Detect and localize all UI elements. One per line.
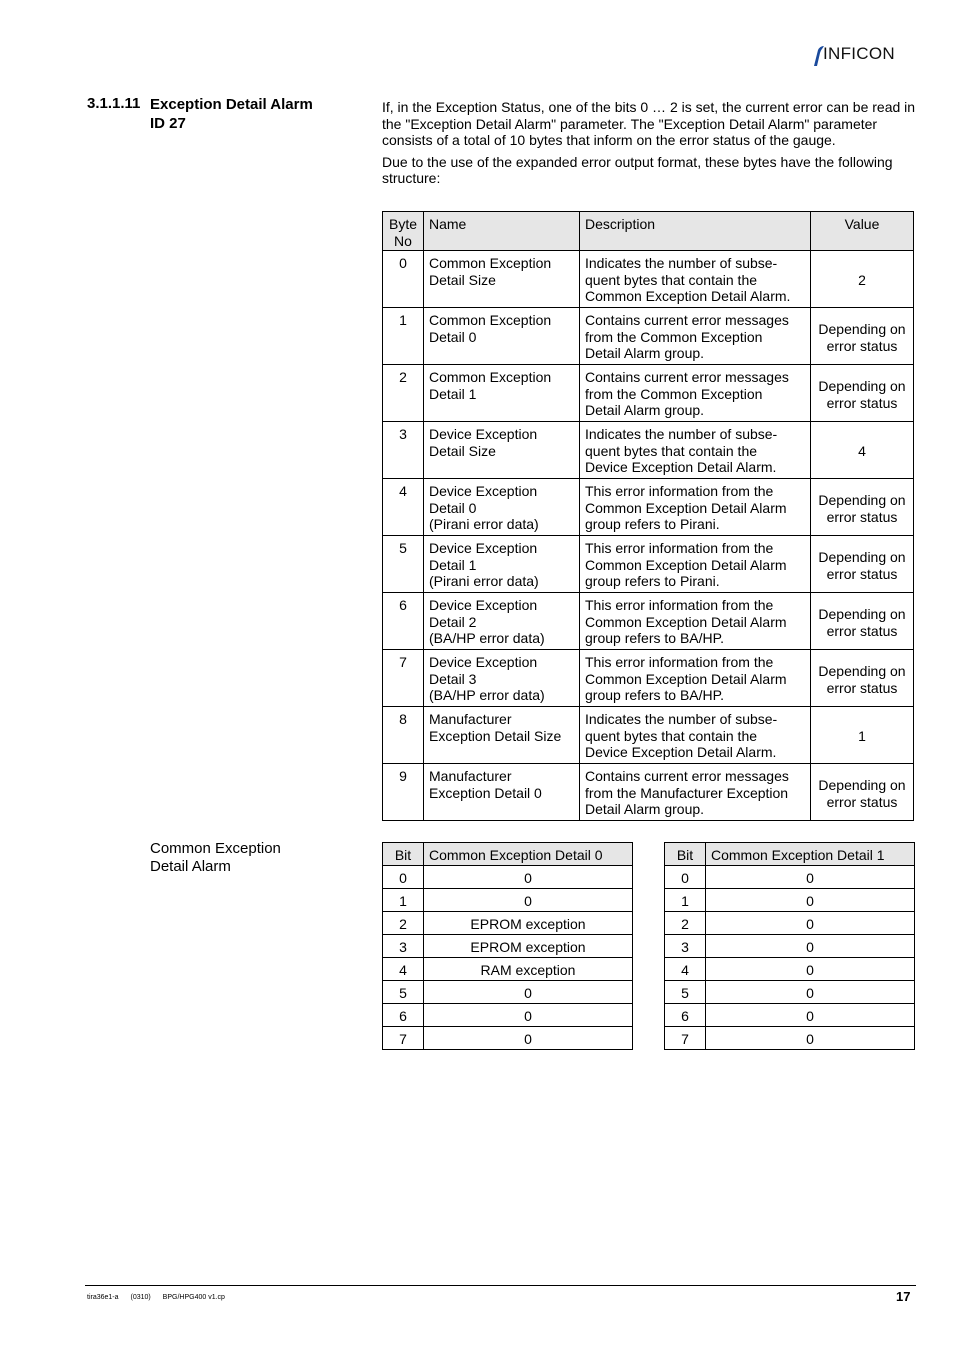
bit-number: 7: [383, 1027, 424, 1050]
bit-row: [383, 889, 633, 912]
name-line: Detail 3: [429, 670, 477, 687]
table-row: [383, 536, 914, 593]
name-cell: [424, 707, 580, 764]
description-cell: [580, 422, 811, 479]
value-cell: [811, 650, 914, 707]
name-line: Detail 1: [429, 556, 477, 573]
description-cell: [580, 479, 811, 536]
value-line: Depending on: [818, 777, 906, 794]
value-line: 4: [858, 443, 866, 460]
description-line: Contains current error messages: [585, 768, 789, 785]
bit-row: [665, 935, 915, 958]
name-line: Common Exception: [429, 369, 552, 386]
bit-number: 4: [383, 958, 424, 981]
bit-number: 5: [383, 981, 424, 1004]
name-line: Detail Size: [429, 442, 496, 459]
value-line: Depending on: [818, 321, 906, 338]
byte-cell: 3: [383, 422, 424, 479]
value-cell: [811, 251, 914, 308]
description-cell: [580, 251, 811, 308]
bit-number: 1: [665, 889, 706, 912]
description-line: from the Manufacturer Exception: [585, 784, 789, 801]
name-cell: [424, 251, 580, 308]
bit-value: 0: [424, 981, 633, 1004]
name-cell: [424, 650, 580, 707]
name-line: Detail 2: [429, 613, 477, 630]
bit-table-detail-0: [382, 842, 633, 1050]
bit-value: RAM exception: [424, 958, 633, 981]
bit-row: [383, 1004, 633, 1027]
value-cell: [811, 365, 914, 422]
value-line: error status: [826, 337, 898, 354]
value-line: error status: [826, 394, 898, 411]
description-line: Detail Alarm group.: [585, 801, 705, 818]
section-title-line1: Exception Detail Alarm: [150, 96, 313, 113]
logo-text: INFICON: [823, 44, 895, 63]
table-row: [383, 365, 914, 422]
name-cell: [424, 422, 580, 479]
description-line: quent bytes that contain the: [585, 271, 758, 288]
value-line: Depending on: [818, 378, 906, 395]
name-line: Common Exception: [429, 255, 552, 272]
name-cell: [424, 308, 580, 365]
bit-header: Bit: [665, 843, 706, 866]
bit-number: 2: [665, 912, 706, 935]
byte-cell: 6: [383, 593, 424, 650]
bit-table-header-row: [665, 843, 915, 866]
bit-number: 6: [383, 1004, 424, 1027]
name-cell: [424, 479, 580, 536]
header-byte-no: [383, 212, 424, 251]
bit-number: 7: [665, 1027, 706, 1050]
description-line: Contains current error messages: [585, 312, 789, 329]
bit-table-detail-1: [664, 842, 915, 1050]
name-line: Detail 0: [429, 328, 477, 345]
bit-value: 0: [706, 1004, 915, 1027]
page-number: 17: [896, 1289, 911, 1304]
description-line: from the Common Exception: [585, 385, 763, 402]
description-line: Device Exception Detail Alarm.: [585, 744, 777, 761]
name-line: Device Exception: [429, 597, 538, 614]
bit-header: Bit: [383, 843, 424, 866]
section-number: 3.1.1.11: [87, 95, 141, 112]
bit-value: 0: [706, 866, 915, 889]
description-line: Common Exception Detail Alarm: [585, 556, 787, 573]
table-header-row: [383, 212, 914, 251]
description-cell: [580, 365, 811, 422]
description-cell: [580, 764, 811, 821]
name-cell: [424, 593, 580, 650]
table-row: [383, 251, 914, 308]
description-cell: [580, 593, 811, 650]
bit-value: 0: [424, 866, 633, 889]
detail-0-header: Common Exception Detail 0: [424, 843, 633, 866]
description-line: Common Exception Detail Alarm: [585, 613, 787, 630]
table-row: [383, 764, 914, 821]
description-line: Common Exception Detail Alarm.: [585, 288, 791, 305]
intro-paragraph-1: If, in the Exception Status, one of the bits 0 … 2 is set, the current error can be read in the "Exception Detail Alarm" parameter. The "Exception Detail Alarm" parameter consists of a total of 10 bytes that inform on the error status of the gauge.: [382, 99, 916, 149]
table-row: [383, 650, 914, 707]
bit-value: 0: [706, 889, 915, 912]
table-row: [383, 308, 914, 365]
name-line: Device Exception: [429, 654, 538, 671]
description-line: from the Common Exception: [585, 328, 763, 345]
common-exception-label-line2: Detail Alarm: [150, 858, 231, 875]
section-title: [150, 95, 350, 133]
name-line: Common Exception: [429, 312, 552, 329]
value-line: Depending on: [818, 663, 906, 680]
description-line: group refers to BA/HP.: [585, 687, 725, 704]
name-line: (BA/HP error data): [429, 630, 545, 647]
byte-cell: 4: [383, 479, 424, 536]
value-line: error status: [826, 622, 898, 639]
bit-row: [665, 958, 915, 981]
value-line: error status: [826, 565, 898, 582]
bit-number: 3: [665, 935, 706, 958]
description-line: Detail Alarm group.: [585, 345, 705, 362]
name-line: Device Exception: [429, 426, 538, 443]
value-line: 2: [858, 272, 866, 289]
bit-value: 0: [706, 958, 915, 981]
bit-value: 0: [706, 912, 915, 935]
footer-date-code: (0310): [130, 1294, 151, 1301]
byte-cell: 0: [383, 251, 424, 308]
description-line: Indicates the number of subse-: [585, 711, 778, 728]
value-line: error status: [826, 679, 898, 696]
value-cell: [811, 536, 914, 593]
bit-number: 1: [383, 889, 424, 912]
description-line: quent bytes that contain the: [585, 442, 758, 459]
byte-cell: 2: [383, 365, 424, 422]
name-line: Manufacturer: [429, 711, 512, 728]
description-line: Indicates the number of subse-: [585, 255, 778, 272]
name-cell: [424, 536, 580, 593]
bit-table-body: [665, 866, 915, 1050]
header-byte-line2: No: [394, 232, 412, 249]
name-cell: [424, 764, 580, 821]
bit-row: [665, 912, 915, 935]
bit-row: [665, 1027, 915, 1050]
value-cell: [811, 593, 914, 650]
bit-table-body: [383, 866, 633, 1050]
name-line: Detail 0: [429, 499, 477, 516]
bit-value: 0: [706, 1027, 915, 1050]
name-line: Device Exception: [429, 540, 538, 557]
bit-value: 0: [424, 889, 633, 912]
description-line: group refers to BA/HP.: [585, 630, 725, 647]
name-cell: [424, 365, 580, 422]
bit-value: EPROM exception: [424, 912, 633, 935]
bit-row: [383, 958, 633, 981]
description-line: Common Exception Detail Alarm: [585, 670, 787, 687]
common-exception-label: [150, 840, 281, 876]
name-line: Detail Size: [429, 271, 496, 288]
bit-number: 2: [383, 912, 424, 935]
bit-row: [383, 935, 633, 958]
description-cell: [580, 536, 811, 593]
bit-row: [383, 981, 633, 1004]
header-name: Name: [424, 212, 580, 251]
bit-number: 0: [665, 866, 706, 889]
name-line: (BA/HP error data): [429, 687, 545, 704]
description-line: group refers to Pirani.: [585, 516, 720, 533]
description-line: Contains current error messages: [585, 369, 789, 386]
bit-table-header-row: [383, 843, 633, 866]
footer-doc-id: tira36e1-a: [87, 1294, 119, 1301]
table-row: [383, 707, 914, 764]
description-line: This error information from the: [585, 483, 774, 500]
bit-number: 6: [665, 1004, 706, 1027]
bit-row: [383, 866, 633, 889]
description-line: group refers to Pirani.: [585, 573, 720, 590]
bit-row: [665, 866, 915, 889]
header-value: Value: [811, 212, 914, 251]
bit-row: [665, 889, 915, 912]
header-byte-line1: Byte: [388, 216, 417, 232]
bit-value: 0: [706, 935, 915, 958]
bit-number: 4: [665, 958, 706, 981]
value-cell: [811, 422, 914, 479]
footer-meta: [87, 1294, 235, 1301]
description-line: Indicates the number of subse-: [585, 426, 778, 443]
section-title-line2: ID 27: [150, 115, 186, 132]
value-line: error status: [826, 793, 898, 810]
value-line: 1: [858, 728, 866, 745]
byte-cell: 7: [383, 650, 424, 707]
bit-value: 0: [424, 1004, 633, 1027]
description-line: This error information from the: [585, 654, 774, 671]
byte-cell: 5: [383, 536, 424, 593]
description-line: Detail Alarm group.: [585, 402, 705, 419]
bit-number: 5: [665, 981, 706, 1004]
name-line: Exception Detail 0: [429, 784, 542, 801]
name-line: Device Exception: [429, 483, 538, 500]
name-line: Detail 1: [429, 385, 477, 402]
table-row: [383, 479, 914, 536]
footer-file: BPG/HPG400 v1.cp: [162, 1294, 225, 1301]
bit-value: 0: [424, 1027, 633, 1050]
exception-detail-table: [382, 211, 914, 821]
bit-row: [665, 1004, 915, 1027]
table-row: [383, 593, 914, 650]
bit-number: 0: [383, 866, 424, 889]
description-line: This error information from the: [585, 597, 774, 614]
value-line: Depending on: [818, 549, 906, 566]
byte-cell: 9: [383, 764, 424, 821]
bit-row: [383, 1027, 633, 1050]
name-line: Manufacturer: [429, 768, 512, 785]
intro-text: [382, 99, 916, 192]
description-line: Device Exception Detail Alarm.: [585, 459, 777, 476]
bit-value: EPROM exception: [424, 935, 633, 958]
value-cell: [811, 707, 914, 764]
byte-cell: 8: [383, 707, 424, 764]
bit-row: [665, 981, 915, 1004]
table-body: [383, 251, 914, 821]
value-cell: [811, 308, 914, 365]
name-line: (Pirani error data): [429, 516, 539, 533]
name-line: Exception Detail Size: [429, 727, 562, 744]
bit-number: 3: [383, 935, 424, 958]
intro-paragraph-2: Due to the use of the expanded error output format, these bytes have the following structure:: [382, 153, 893, 187]
bit-value: 0: [706, 981, 915, 1004]
description-line: Common Exception Detail Alarm: [585, 499, 787, 516]
header-description: Description: [580, 212, 811, 251]
value-line: Depending on: [818, 492, 906, 509]
description-line: This error information from the: [585, 540, 774, 557]
common-exception-label-line1: Common Exception: [150, 840, 281, 857]
value-line: Depending on: [818, 606, 906, 623]
description-line: quent bytes that contain the: [585, 727, 758, 744]
value-cell: [811, 479, 914, 536]
table-row: [383, 422, 914, 479]
description-cell: [580, 707, 811, 764]
byte-cell: 1: [383, 308, 424, 365]
value-line: error status: [826, 508, 898, 525]
footer-divider: [85, 1285, 916, 1286]
value-cell: [811, 764, 914, 821]
bit-row: [383, 912, 633, 935]
detail-1-header: Common Exception Detail 1: [706, 843, 915, 866]
description-cell: [580, 308, 811, 365]
name-line: (Pirani error data): [429, 573, 539, 590]
description-cell: [580, 650, 811, 707]
